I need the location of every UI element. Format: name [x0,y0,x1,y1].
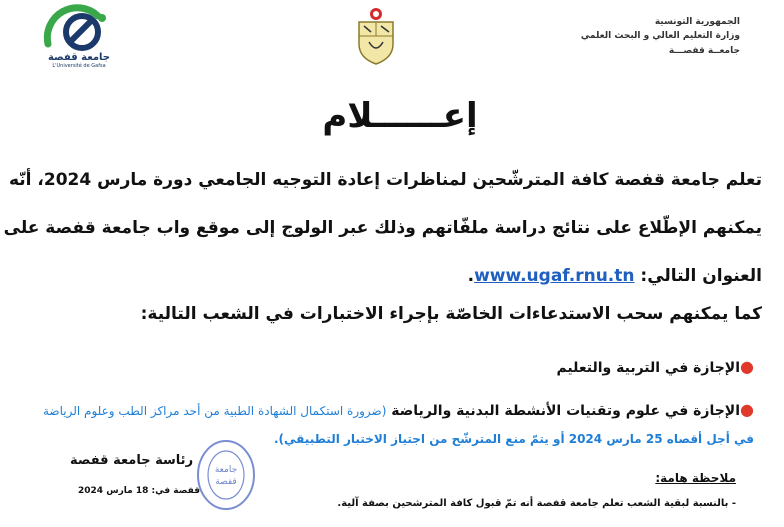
presidency-signature: رئاسة جامعة قفصة [70,453,194,468]
list-item-label: الإجازة في علوم وتقنيات الأنشطة البدنية والرياضة [391,403,741,419]
list-item [43,400,754,419]
body-line-2: يمكنهم الإطّلاع على نتائج دراسة ملفّاتهم وذلك عبر الولوج إلى موقع واب جامعة قفصة على [3,218,762,238]
republic-label: الجمهورية التونسية [654,17,740,27]
ministry-label: وزارة التعليم العالي و البحث العلمي [580,31,740,41]
note-text: - بالنسبة لبقية الشعب تعلم جامعة قفصة أنه تمّ قبول كافة المترشحين بصفة آلية. [337,498,736,509]
list-item-label: الإجازة في التربية والتعليم [556,360,741,376]
tunisia-emblem-icon [349,6,403,66]
list-item [556,357,754,376]
line-end: . [467,266,475,286]
body-line-1: تعلم جامعة قفصة كافة المترشّحين لمناظرات إعادة التوجيه الجامعي دورة مارس 2024، أنّه [8,170,762,190]
official-stamp-icon [195,438,257,512]
bullet-icon: ● [740,400,754,419]
bullet-icon: ● [740,357,754,376]
note-heading: ملاحظة هامة: [655,471,736,485]
website-link[interactable]: www.ugaf.rnu.tn [474,266,635,286]
logo-subtitle: L'Université de Gafsa [52,63,106,69]
body-line-3 [468,266,762,286]
svg-text:قفصة: قفصة [215,477,237,487]
body-line-4: كما يمكنهم سحب الاستدعاءات الخاصّة بإجراء الاختبارات في الشعب التالية: [140,304,762,324]
address-label: العنوان التالي: [634,266,762,286]
list-item-note-continued: في أجل أقصاه 25 مارس 2024 أو يتمّ منع المترشّح من اجتياز الاختبار التطبيقي). [273,432,754,446]
date-label: قفصة في: 18 مارس 2024 [78,486,200,496]
page-title: إعــــــلام [322,96,478,136]
university-label: جامعــة قفصـــة [668,46,740,56]
list-item-note: (ضرورة استكمال الشهادة الطبية من أحد مراكز الطب وعلوم الرياضة [43,404,387,418]
logo-name: جامعة قفصة [47,52,110,63]
svg-text:جامعة: جامعة [214,465,238,475]
